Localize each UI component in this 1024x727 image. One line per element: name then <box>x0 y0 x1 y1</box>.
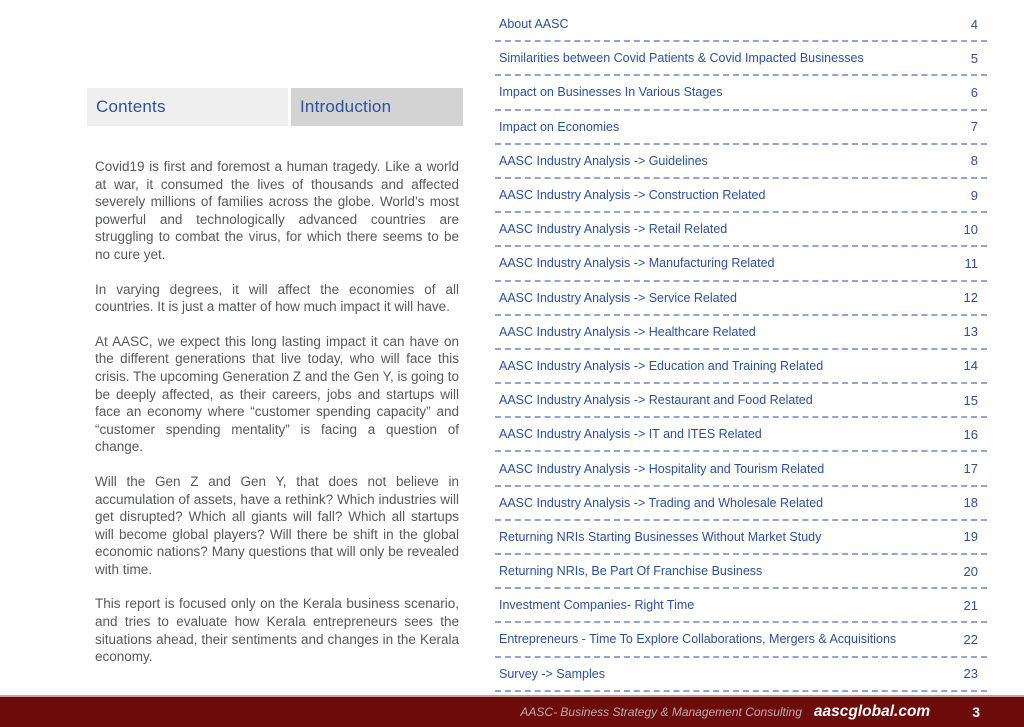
toc-item[interactable] <box>495 555 987 589</box>
toc-item-page-number: 13 <box>963 324 978 340</box>
toc-item[interactable] <box>495 623 987 657</box>
toc-item[interactable] <box>495 42 987 76</box>
toc-item[interactable] <box>495 179 987 213</box>
toc-item-title[interactable]: AASC Industry Analysis -> Construction Related <box>499 188 766 203</box>
toc-item-page-number: 7 <box>970 119 978 135</box>
toc-item[interactable] <box>495 213 987 247</box>
toc-item-title[interactable]: AASC Industry Analysis -> Manufacturing Related <box>499 256 775 271</box>
toc-item-page-number: 20 <box>963 563 978 579</box>
intro-paragraph: In varying degrees, it will affect the economies of all countries. It is just a matter of how much impact it will have. <box>95 281 459 315</box>
toc-item[interactable] <box>495 247 987 281</box>
toc-item-title[interactable]: Impact on Economies <box>499 119 620 134</box>
tab-introduction[interactable]: Introduction <box>291 88 463 126</box>
toc-item-page-number: 6 <box>970 84 978 100</box>
toc-item-title[interactable]: AASC Industry Analysis -> Hospitality and Tourism Related <box>499 461 825 476</box>
toc-item[interactable] <box>495 8 987 42</box>
toc-item-page-number: 18 <box>963 495 978 511</box>
toc-item[interactable] <box>495 452 987 486</box>
toc-item-page-number: 10 <box>963 221 978 237</box>
toc-item[interactable] <box>495 589 987 623</box>
introduction-body <box>95 158 459 683</box>
toc-item-title[interactable]: Returning NRIs, Be Part Of Franchise Business <box>499 564 763 579</box>
toc-item[interactable] <box>495 521 987 555</box>
toc-item-title[interactable]: Survey -> Samples <box>499 666 605 681</box>
toc-item[interactable] <box>495 76 987 110</box>
toc-item-title[interactable]: Returning NRIs Starting Businesses Without Market Study <box>499 529 822 544</box>
toc-item-page-number: 5 <box>970 50 978 66</box>
toc-item-page-number: 23 <box>963 666 978 682</box>
toc-item-page-number: 19 <box>963 529 978 545</box>
toc-item-page-number: 4 <box>970 16 978 32</box>
toc-item[interactable] <box>495 384 987 418</box>
toc-item[interactable] <box>495 145 987 179</box>
toc-item-page-number: 17 <box>963 461 978 477</box>
footer-website-link[interactable]: aascglobal.com <box>813 703 931 720</box>
toc-item-page-number: 12 <box>963 290 978 306</box>
toc-item[interactable] <box>495 350 987 384</box>
toc-item-page-number: 9 <box>970 187 978 203</box>
tab-contents[interactable]: Contents <box>87 88 288 126</box>
toc-item[interactable] <box>495 487 987 521</box>
intro-paragraph: Will the Gen Z and Gen Y, that does not believe in accumulation of assets, have a rethink? Which industries will get disrupted? Which all giants will fall? Which all startups will become global players? Will there be shift in the global economic nations? Many questions that will only be revealed with time. <box>95 473 459 577</box>
toc-item[interactable] <box>495 658 987 692</box>
toc-item-title[interactable]: AASC Industry Analysis -> Education and Training Related <box>499 358 824 373</box>
toc-item-title[interactable]: AASC Industry Analysis -> Trading and Wholesale Related <box>499 495 824 510</box>
toc-item-page-number: 22 <box>963 631 978 647</box>
toc-item-title[interactable]: AASC Industry Analysis -> Service Related <box>499 290 737 305</box>
toc-item[interactable] <box>495 282 987 316</box>
toc-item[interactable] <box>495 111 987 145</box>
intro-paragraph: This report is focused only on the Kerala business scenario, and tries to evaluate how Kerala entrepreneurs sees the situations ahead, their sentiments and changes in the Kerala economy. <box>95 596 459 665</box>
toc-item-page-number: 15 <box>963 392 978 408</box>
intro-paragraph: At AASC, we expect this long lasting impact it can have on the different generations that live today, who will face this crisis. The upcoming Generation Z and the Gen Y, is going to be deeply affected, as their careers, jobs and startups will face an economy where “customer spending capacity” and “customer spending mentality” is facing a question of change. <box>95 333 459 455</box>
toc-item-page-number: 11 <box>964 255 978 271</box>
footer-page-number: 3 <box>972 704 980 720</box>
toc-item-title[interactable]: About AASC <box>499 17 569 32</box>
toc-item-title[interactable]: Entrepreneurs - Time To Explore Collaborations, Mergers & Acquisitions <box>499 632 897 647</box>
toc-item-title[interactable]: AASC Industry Analysis -> Retail Related <box>499 222 728 237</box>
footer-bar <box>0 695 1024 727</box>
toc-item-title[interactable]: AASC Industry Analysis -> Guidelines <box>499 153 708 168</box>
intro-paragraph: Covid19 is first and foremost a human tragedy. Like a world at war, it consumed the lives of thousands and affected severely millions of families across the globe. World’s most powerful and technologically advanced countries are struggling to combat the virus, for which there seems to be no cure yet. <box>95 159 459 262</box>
toc-item-page-number: 21 <box>963 597 978 613</box>
toc-item[interactable] <box>495 418 987 452</box>
toc-item-page-number: 8 <box>970 153 978 169</box>
section-tabs <box>87 88 463 126</box>
toc-item-page-number: 16 <box>963 426 978 442</box>
toc-item-title[interactable]: Similarities between Covid Patients & Covid Impacted Businesses <box>499 51 864 66</box>
footer-tagline: AASC- Business Strategy & Management Consulting <box>520 705 802 719</box>
toc-item-page-number: 14 <box>963 358 978 374</box>
table-of-contents <box>495 8 987 692</box>
toc-item-title[interactable]: Investment Companies- Right Time <box>499 598 695 613</box>
toc-item[interactable] <box>495 316 987 350</box>
toc-item-title[interactable]: AASC Industry Analysis -> Restaurant and Food Related <box>499 393 813 408</box>
toc-item-title[interactable]: AASC Industry Analysis -> IT and ITES Related <box>499 427 762 442</box>
toc-item-title[interactable]: Impact on Businesses In Various Stages <box>499 85 723 100</box>
toc-item-title[interactable]: AASC Industry Analysis -> Healthcare Related <box>499 324 756 339</box>
